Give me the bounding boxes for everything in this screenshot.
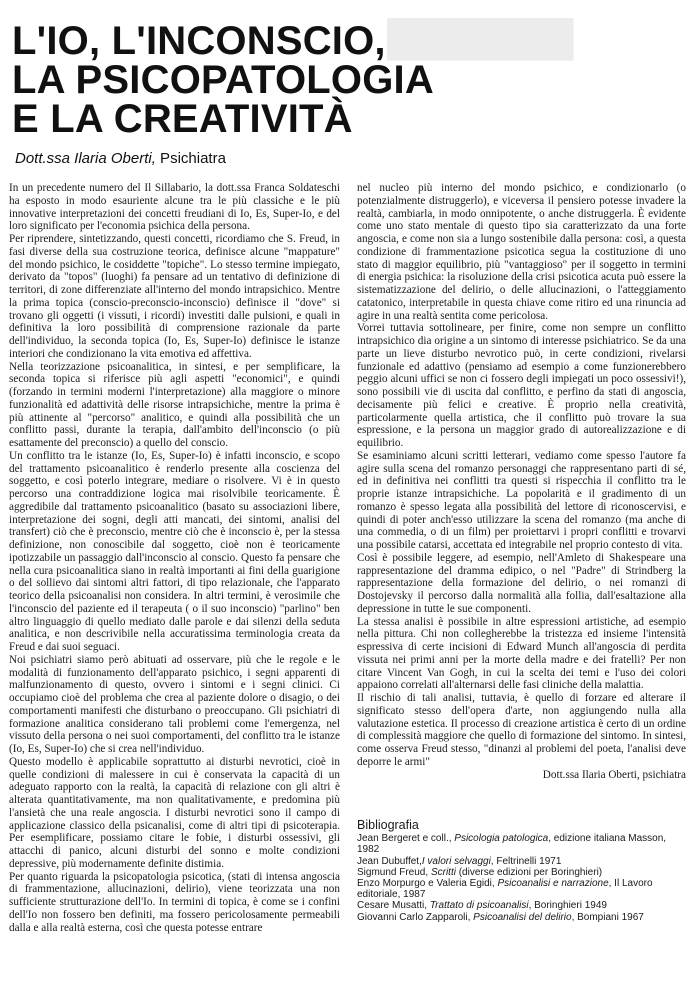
paragraph: In un precedente numero del Il Sillabario, la dott.ssa Franca Soldateschi ha esposto in modo esauriente alcune tra le più classiche e le più innovative interpretazioni dei concetti freudiani di Io, Es, Super-Io, e del loro significato per l'economia psichica della persona. bbox=[9, 182, 340, 233]
paragraph: Noi psichiatri siamo però abituati ad osservare, più che le regole e le modalità di funzionamento dell'apparato psichico, i segni apparenti di malfunzionamento di questo, ovvero i sintomi e i segni clinici. Ci occupiamo cioè del problema che crea al paziente dolore o disagio, o dei comportamenti manifesti che disturbano o preoccupano. Gli psichiatri di formazione analitica considerano tali problemi come l'emergenza, nel vissuto della persona o nei suoi comportamenti, del conflitto tra le istanze (Io, Es, Super-Io) che si crea nell'individuo. bbox=[9, 653, 340, 755]
title-line: LA PSICOPATOLOGIA bbox=[12, 58, 434, 102]
entry-publisher: , Il Lavoro editoriale, 1987 bbox=[357, 878, 653, 901]
paragraph: Così è possibile leggere, ad esempio, nell'Amleto di Shakespeare una rappresentazione del dramma edipico, o nel "Padre" di Strindberg la rappresentazione della formazione del delirio, o nei romanzi di Dostojevsky il percorso dalla normalità alla follia, dall'esaltazione alla depressione in tutte le sue componenti. bbox=[357, 551, 686, 615]
entry-publisher: , Feltrinelli 1971 bbox=[490, 855, 562, 867]
entry-author: Jean Dubuffet, bbox=[357, 855, 422, 867]
entry-author: Giovanni Carlo Zapparoli, bbox=[357, 911, 474, 923]
entry-title: Psicologia patologica bbox=[454, 833, 549, 845]
entry-publisher: , edizione italiana Masson, 1982 bbox=[357, 833, 667, 856]
entry-title: Psicoanalisi e narrazione bbox=[497, 878, 609, 890]
paragraph: La stessa analisi è possibile in altre espressioni artistiche, ad esempio nella pittura. Chi non collegherebbe la tristezza ed insieme l'intensità espressiva di certe incisioni di Edward Munch all'angoscia di perdita vissuta nei primi anni per la morte della madre e dei fratelli? Per non citare Vincent Van Gogh, in cui la scelta dei temi e l'uso dei colori appaiono correlati all'alternarsi delle fasi cliniche della malattia. bbox=[357, 615, 686, 692]
bibliography-entry bbox=[357, 867, 687, 878]
byline bbox=[15, 150, 226, 167]
author-role: Psichiatra bbox=[155, 150, 226, 167]
article-title bbox=[12, 19, 472, 141]
bibliography-entry bbox=[357, 912, 687, 923]
paragraph: Il rischio di tali analisi, tuttavia, è quello di forzare ed alterare il significato stesso dell'opera d'arte, non aggiungendo nulla alla valutazione estetica. Il processo di creazione artistica è certo di un ordine di complessità maggiore che quello di formazione del sintomo. In sintesi, come osserva Freud stesso, "dinanzi al problemi del poeta, l'analisi deve deporre le armi" bbox=[357, 692, 686, 768]
signature: Dott.ssa Ilaria Oberti, psichiatra bbox=[542, 768, 686, 781]
bibliography-entry bbox=[357, 856, 687, 867]
bibliography-entry bbox=[357, 900, 687, 911]
title-line: E LA CREATIVITÀ bbox=[12, 97, 353, 141]
entry-title: Trattato di psicoanalisi bbox=[429, 900, 529, 912]
author-name: Dott.ssa Ilaria Oberti, bbox=[15, 150, 156, 167]
paragraph: Questo modello è applicabile soprattutto ai disturbi nevrotici, cioè in quelle condizioni di malessere in cui è conservata la capacità di un adeguato rapporto con la realtà, la capacità di relazione con gli altri è alterata quantitativamente, ma non qualitativamente, e predomina più l'ansietà che una reale angoscia. I disturbi nevrotici sono il campo di applicazione classico della psicanalisi, come di altri tipi di psicoterapia. Per esemplificare, possiamo citare le fobie, i disturbi ossessivi, gli attacchi di panico, alcuni disturbi del sonno e molte condizioni depressive, più modernamente definite distimia. bbox=[9, 755, 340, 870]
entry-author: Jean Bergeret e coll., bbox=[357, 833, 455, 845]
text-column-left bbox=[9, 182, 340, 934]
paragraph: Per riprendere, sintetizzando, questi concetti, ricordiamo che S. Freud, in fasi diverse della sua costruzione teorica, definisce alcune "mappature" del mondo psichico, le cosiddette "topiche". Lo stesso termine impiegato, derivato da "topos" (luoghi) fa pensare ad un tentativo di definizione di territori, di zone differenziate all'interno del mondo intrapsichico. Mentre la prima topica (conscio-preconscio-inconscio) definisce il "dove" si trovano gli oggetti (i vissuti, i ricordi) investiti dalle pulsioni, e quali in definitiva la loro possibilità di comprensione razionale da parte dell'individuo, la seconda topica (Io, Es, Super-Io) definisce le istanze interiori che condizionano la vita emotiva ed affettiva. bbox=[9, 233, 340, 360]
entry-title: Psicoanalisi del delirio bbox=[473, 911, 572, 923]
paragraph: Per quanto riguarda la psicopatologia psicotica, (stati di intensa angoscia di frammentazione, allucinazioni, delirio), viene teorizzata una non sufficiente strutturazione dell'Io. In termini di topica, è come se i confini dell'Io non fossero ben definiti, ma fossero pericolosamente permeabili dalla e alla realtà esterna, così che questa potesse entrare bbox=[9, 870, 340, 934]
entry-publisher: , Boringhieri 1949 bbox=[528, 900, 607, 912]
text-column-right bbox=[357, 182, 686, 781]
bibliography-entry bbox=[357, 878, 687, 900]
entry-author: Enzo Morpurgo e Valeria Egidi, bbox=[357, 878, 498, 890]
paragraph: Se esaminiamo alcuni scritti letterari, vediamo come spesso l'autore fa agire sulla scena del romanzo personaggi che rappresentano parti di sé, ed in definitiva nei conflitti tra questi si rispecchia il conflitto tra le proprie istanze intrapsichiche. La popolarità e il gradimento di un romanzo è spesso legata alla possibilità del lettore di riconoscervisi, e quindi di poter anch'esso utilizzare la scena del romanzo (ma anche di una commedia, o di un film) per proiettarvi i propri conflitti e trovarvi una possibile catarsi, accettata ed integrabile nel proprio contesto di vita. bbox=[357, 449, 686, 551]
entry-title: Scritti bbox=[430, 866, 456, 878]
paragraph: Un conflitto tra le istanze (Io, Es, Super-Io) è infatti inconscio, e scopo del trattamento psicoanalitico è renderlo presente alla coscienza del soggetto, e così poterlo integrare, mediare o risolvere. Vi è in questo percorso una contraddizione logica mai risolvibile teoricamente. È aggredibile dal trattamento psicoanalitico (basato su associazioni libere, interpretazione dei sogni, degli atti mancati, dei sintomi, analisi del transfert) ciò che è preconscio, mentre ciò che è inconscio è, per la stessa definizione, non conoscibile dal soggetto, cioè non è teoricamente ipotizzabile un passaggio dall'inconscio al conscio. Questo fa pensare che nella cura psicoanalitica siano in realtà importanti ai fini della guarigione o del sollievo dai sintomi altri fattori, di tipo relazionale, che l'apparato teorico della psicoanalisi non considera. In altri termini, è verosimile che l'inconscio del paziente ed il terapeuta ( o il suo inconscio) "parlino" ben altro linguaggio di quello mediato dalle parole e dai silenzi della seduta analitica, e non descrivibile nella accuratissima terminologia creata da Freud e dai suoi seguaci. bbox=[9, 449, 340, 653]
paragraph: Vorrei tuttavia sottolineare, per finire, come non sempre un conflitto intrapsichico dia origine a un sintomo di interesse psichiatrico. Se da una parte un lieve disturbo nevrotico può, in certe condizioni, rivelarsi funzionale ed adattivo (pensiamo ad esempio a come funzionerebbero peggio alcuni uffici se non ci fossero degli impiegati un poco ossessivi!), sono possibili vie di uscita dal conflitto, e perfino da stati di angoscia, decisamente più felici e creative. È proprio nella creatività, particolarmente quella artistica, che il conflitto può trovare la sua espressione, e la persona un maggior grado di autorealizzazione e di equilibrio. bbox=[357, 322, 686, 449]
bibliography-heading: Bibliografia bbox=[357, 818, 419, 832]
bleed-through-text: ▇▇▇▇▇▇ bbox=[388, 15, 573, 59]
bibliography bbox=[357, 820, 687, 923]
bibliography-entry bbox=[357, 833, 687, 855]
entry-author: Cesare Musatti, bbox=[357, 900, 430, 912]
title-line: L'IO, L'INCONSCIO, bbox=[12, 19, 386, 63]
entry-author: Sigmund Freud, bbox=[357, 866, 431, 878]
entry-publisher: (diverse edizioni per Boringhieri) bbox=[455, 866, 603, 878]
entry-publisher: , Bompiani 1967 bbox=[571, 911, 644, 923]
entry-title: I valori selvaggi bbox=[421, 855, 491, 867]
paragraph: Nella teorizzazione psicoanalitica, in sintesi, e per semplificare, la seconda topica si riferisce più agli aspetti "economici", e quindi (forzando in termini moderni l'interpretazione) alla maggiore o minore funzionalità ed adattività delle risorse intrapsichiche, mentre la prima è più attinente al "percorso" analitico, e quindi alla possibilità che un conflitto passi, durante la terapia, dall'ambito dell'inconscio (o più esattamente del preconscio) a quello del conscio. bbox=[9, 360, 340, 449]
paragraph: nel nucleo più interno del mondo psichico, e condizionarlo (o potenzialmente distruggerlo), e viceversa il pensiero potesse invadere la realtà, cambiarla, in modo onnipotente, o anche distruggerla. È evidente come uno stato mentale di questo tipo sia caratterizzato da una forte angoscia, e come non sia a lungo sostenibile dalla persona: così, a questa condizione di frammentazione psicotica segua la costituzione di uno stato di maggior equilibrio, più "vantaggioso" per il soggetto in termini di energia psichica: la risoluzione della crisi psicotica acuta può essere la sistematizzazione del delirio, o delle allucinazioni, o l'atteggiamento catatonico, interpretabile in questa chiave come ritiro ed una rinuncia ad agire in una realtà sentita come pericolosa. bbox=[357, 182, 686, 322]
